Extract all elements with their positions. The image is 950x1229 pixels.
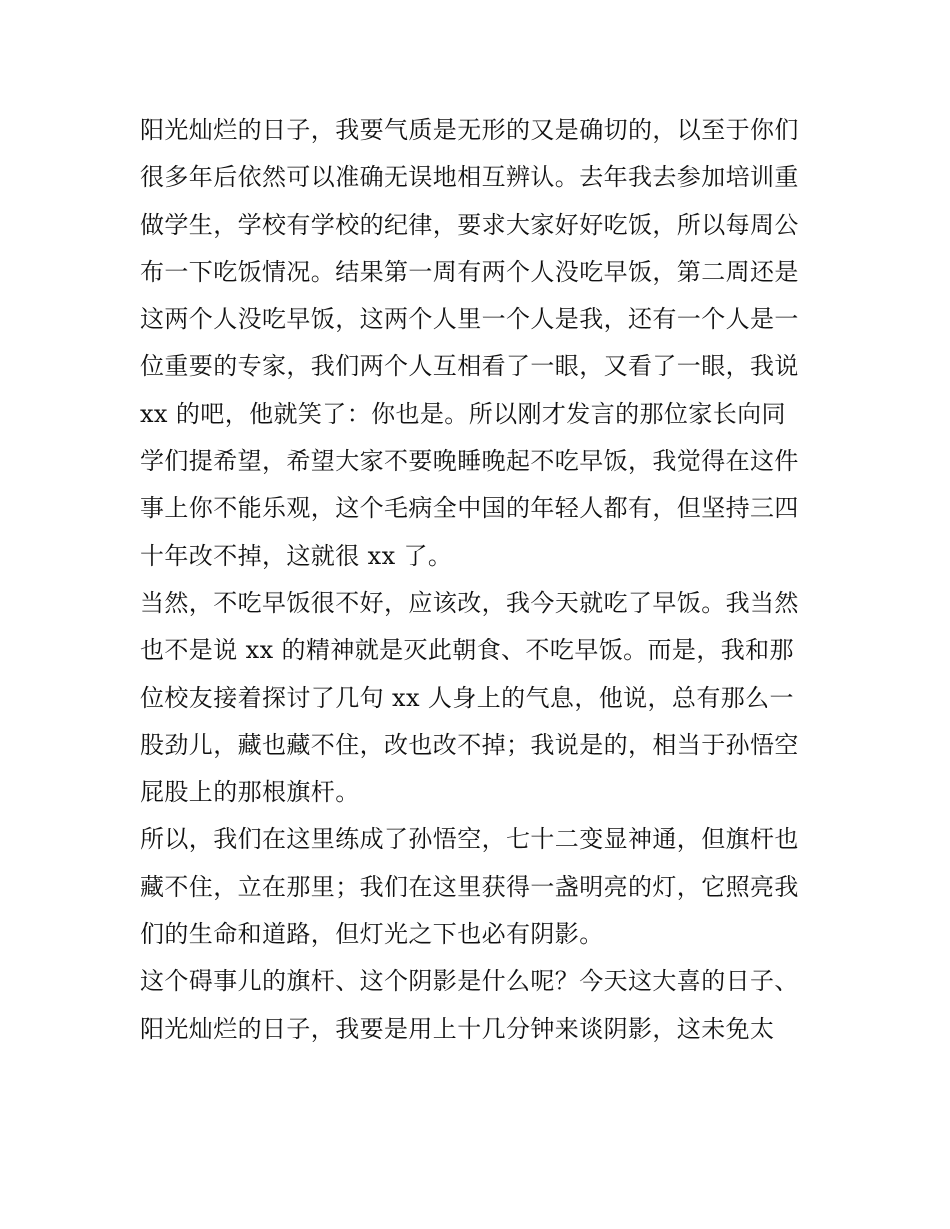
text-line: 也不是说 xx 的精神就是灭此朝食、不吃早饭。而是，我和那: [140, 636, 794, 665]
text-line: 布一下吃饭情况。结果第一周有两个人没吃早饭，第二周还是: [140, 257, 799, 286]
text-line: 阳光灿烂的日子，我要是用上十几分钟来谈阴影，这未免太: [140, 1014, 775, 1043]
text-line: 十年改不掉，这就很 xx 了。: [140, 541, 453, 570]
text-line: 屁股上的那根旗杆。: [140, 778, 360, 807]
text-line: xx 的吧，他就笑了：你也是。所以刚才发言的那位家长向同: [140, 399, 786, 428]
text-line: 所以，我们在这里练成了孙悟空，七十二变显神通，但旗杆也: [140, 825, 799, 854]
text-line: 股劲儿，藏也藏不住，改也改不掉；我说是的，相当于孙悟空: [140, 730, 799, 759]
text-line: 做学生，学校有学校的纪律，要求大家好好吃饭，所以每周公: [140, 210, 799, 239]
text-line: 们的生命和道路，但灯光之下也必有阴影。: [140, 920, 604, 949]
text-line: 这个碍事儿的旗杆、这个阴影是什么呢？今天这大喜的日子、: [140, 967, 799, 996]
text-line: 事上你不能乐观，这个毛病全中国的年轻人都有，但坚持三四: [140, 494, 799, 523]
text-line: 位重要的专家，我们两个人互相看了一眼，又看了一眼，我说: [140, 352, 799, 381]
text-line: 这两个人没吃早饭，这两个人里一个人是我，还有一个人是一: [140, 305, 799, 334]
text-line: 学们提希望，希望大家不要晚睡晚起不吃早饭，我觉得在这件: [140, 447, 799, 476]
text-line: 位校友接着探讨了几句 xx 人身上的气息，他说，总有那么一: [140, 683, 794, 712]
text-line: 阳光灿烂的日子，我要气质是无形的又是确切的，以至于你们: [140, 116, 799, 144]
body-text: [140, 107, 830, 1053]
text-line: 当然，不吃早饭很不好，应该改，我今天就吃了早饭。我当然: [140, 588, 799, 617]
text-line: 很多年后依然可以准确无误地相互辨认。去年我去参加培训重: [140, 163, 799, 192]
text-line: 藏不住，立在那里；我们在这里获得一盏明亮的灯，它照亮我: [140, 872, 799, 901]
